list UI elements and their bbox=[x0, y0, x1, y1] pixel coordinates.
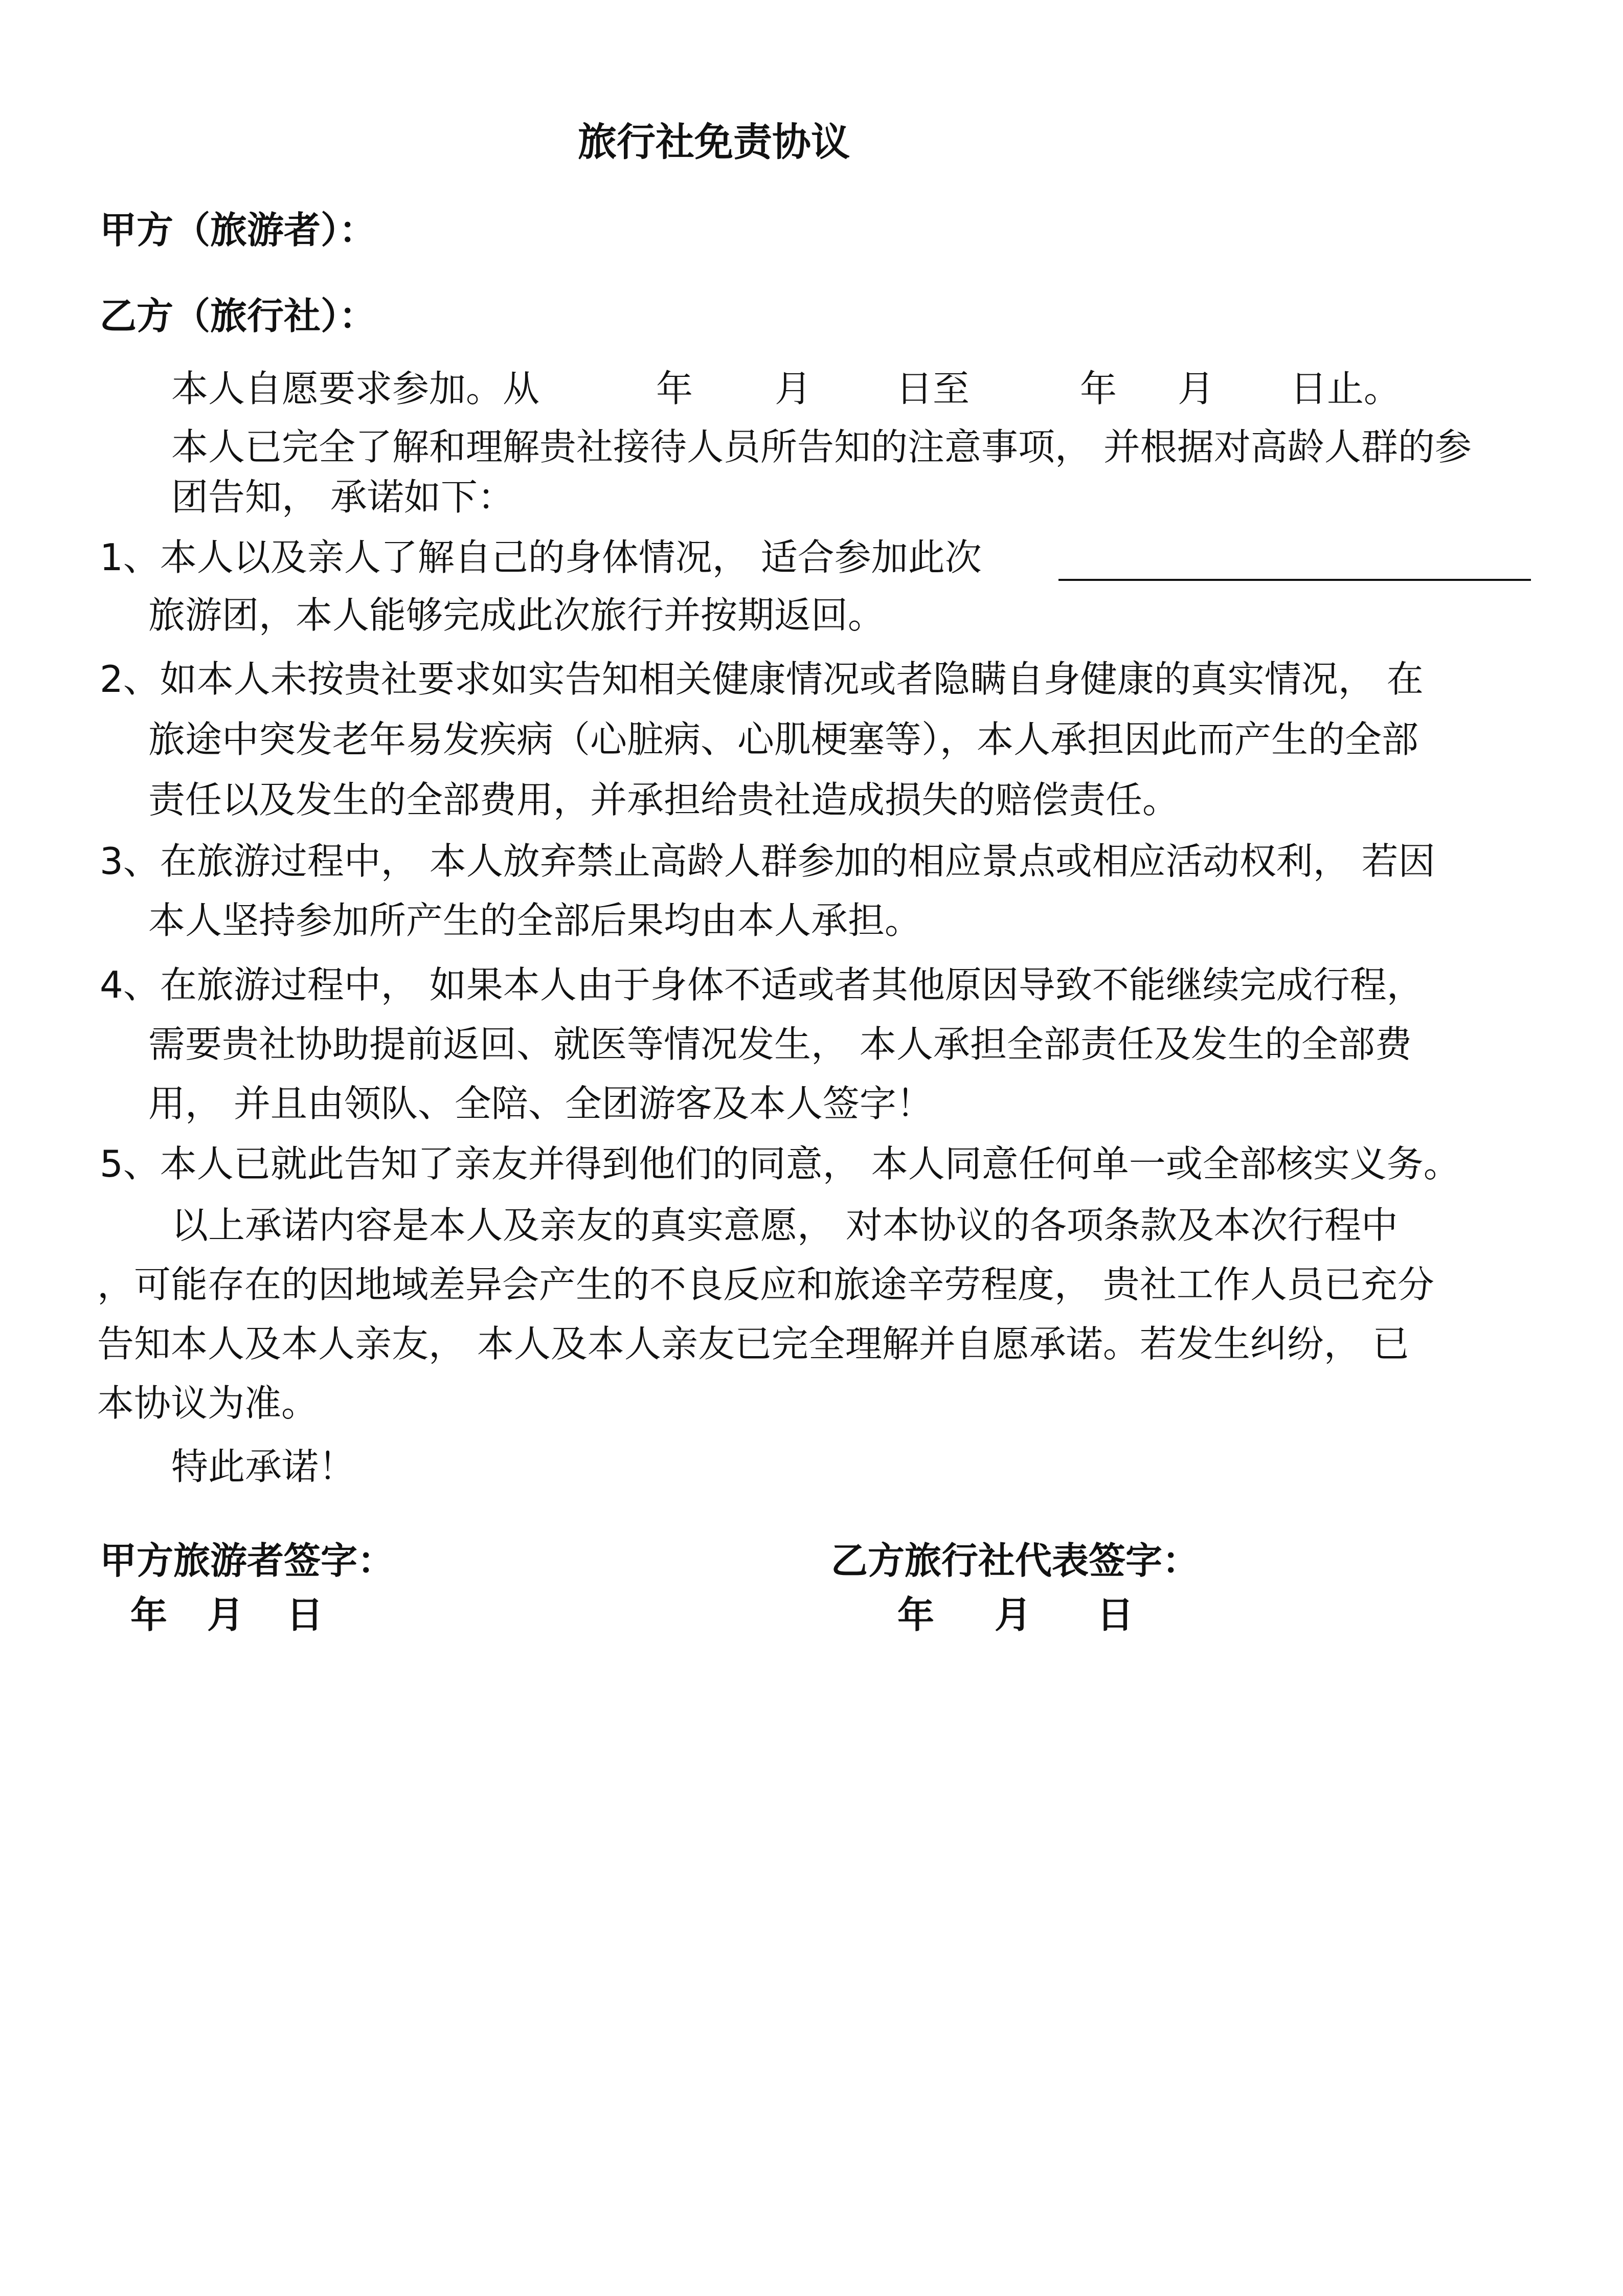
intro-date-month-2: 月 bbox=[1178, 367, 1215, 410]
intro-date-year-2: 年 bbox=[1080, 367, 1117, 410]
signature-b-label: 乙方旅行社代表签字： bbox=[831, 1539, 1200, 1582]
intro-date-prefix: 本人自愿要求参加。从 bbox=[171, 367, 540, 410]
signature-b-month: 月 bbox=[995, 1593, 1032, 1636]
signature-a-month: 月 bbox=[207, 1593, 244, 1636]
clause-1-line-2: 旅游团，本人能够完成此次旅行并按期返回。 bbox=[148, 594, 885, 637]
clause-4-line-3: 用， 并且由领队、全陪、全团游客及本人签字！ bbox=[148, 1082, 933, 1125]
signature-b-day: 日 bbox=[1097, 1593, 1134, 1636]
signature-b-year: 年 bbox=[897, 1593, 935, 1636]
intro-date-day-to: 日至 bbox=[896, 367, 970, 410]
clause-4-line-1: 4、在旅游过程中， 如果本人由于身体不适或者其他原因导致不能继续完成行程， bbox=[100, 963, 1424, 1006]
intro-date-month-1: 月 bbox=[775, 367, 812, 410]
page-title: 旅行社免责协议 bbox=[578, 119, 850, 165]
clause-2-line-3: 责任以及发生的全部费用，并承担给贵社造成损失的赔偿责任。 bbox=[148, 778, 1180, 821]
clause-3-line-1: 3、在旅游过程中， 本人放弃禁止高龄人群参加的相应景点或相应活动权利， 若因 bbox=[100, 840, 1435, 883]
intro-date-day-end: 日止。 bbox=[1290, 367, 1401, 410]
clause-3-line-2: 本人坚持参加所产生的全部后果均由本人承担。 bbox=[148, 899, 922, 942]
closing-line-1: 以上承诺内容是本人及亲友的真实意愿， 对本协议的各项条款及本次行程中 bbox=[171, 1204, 1398, 1247]
clause-2-line-2: 旅途中突发老年易发疾病（心脏病、心肌梗塞等），本人承担因此而产生的全部 bbox=[148, 718, 1419, 761]
closing-line-2: ，可能存在的因地域差异会产生的不良反应和旅途辛劳程度， 贵社工作人员已充分 bbox=[97, 1263, 1434, 1306]
signature-a-year: 年 bbox=[130, 1593, 168, 1636]
intro-line-2: 本人已完全了解和理解贵社接待人员所告知的注意事项， 并根据对高龄人群的参 bbox=[171, 425, 1472, 468]
clause-5-line-1: 5、本人已就此告知了亲友并得到他们的同意， 本人同意任何单一或全部核实义务。 bbox=[100, 1142, 1460, 1185]
intro-line-3: 团告知， 承诺如下： bbox=[171, 476, 514, 519]
special-pledge: 特此承诺！ bbox=[171, 1445, 356, 1488]
tour-name-blank bbox=[1058, 579, 1531, 581]
party-b-label: 乙方（旅行社）： bbox=[100, 295, 376, 337]
clause-2-line-1: 2、如本人未按贵社要求如实告知相关健康情况或者隐瞒自身健康的真实情况， 在 bbox=[100, 658, 1424, 701]
intro-date-year-1: 年 bbox=[656, 367, 693, 410]
clause-4-line-2: 需要贵社协助提前返回、就医等情况发生， 本人承担全部责任及发生的全部费 bbox=[148, 1023, 1412, 1066]
closing-line-4: 本协议为准。 bbox=[97, 1382, 319, 1425]
closing-line-3: 告知本人及本人亲友， 本人及本人亲友已完全理解并自愿承诺。若发生纠纷， 已 bbox=[97, 1322, 1409, 1365]
signature-a-day: 日 bbox=[286, 1593, 324, 1636]
clause-1-line-1: 1、本人以及亲人了解自己的身体情况， 适合参加此次 bbox=[100, 536, 982, 579]
signature-a-label: 甲方旅游者签字： bbox=[100, 1539, 395, 1582]
party-a-label: 甲方（旅游者）： bbox=[100, 209, 376, 252]
